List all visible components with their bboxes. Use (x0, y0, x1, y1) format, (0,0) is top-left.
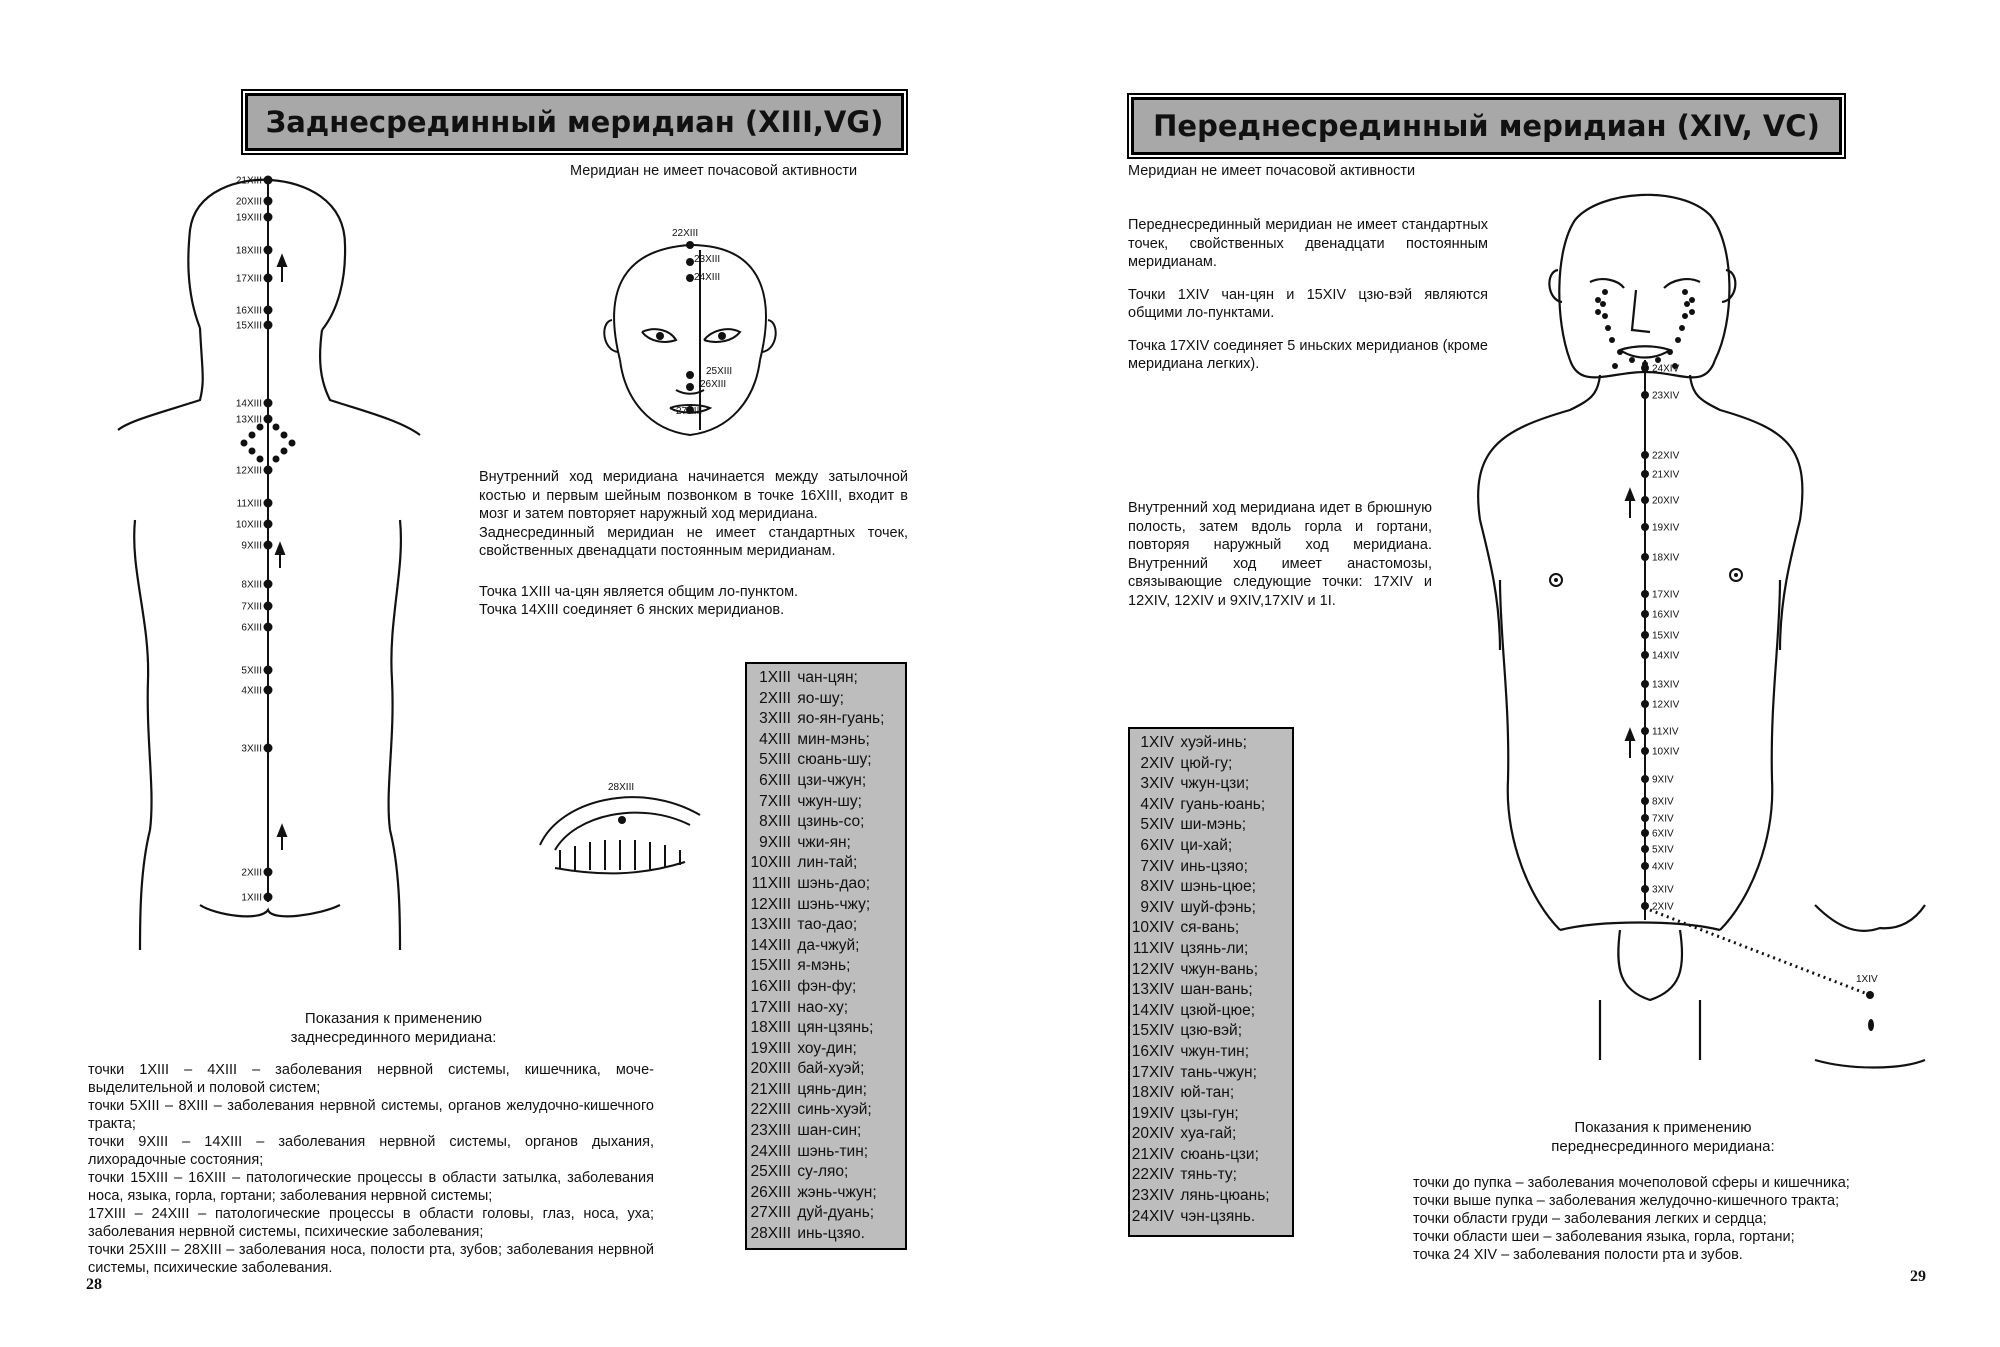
point-name: мин-мэнь; (797, 730, 870, 748)
point-label-9XIII: 9XIII (241, 540, 262, 552)
point-label-10XIV: 10XIV (1652, 746, 1680, 758)
point-name: чжун-вань; (1180, 960, 1259, 978)
point-label-18XIV: 18XIV (1652, 552, 1680, 564)
point-code: 19XIV (1131, 1104, 1174, 1122)
point-code: 28XIII (750, 1225, 791, 1243)
point-name: чжун-тин; (1180, 1042, 1250, 1060)
point-code: 10XIII (750, 854, 791, 872)
right-subtitle: Меридиан не имеет почасовой активности (1128, 163, 1416, 179)
point-entry-20XIV (1130, 1124, 1292, 1145)
point-label-8XIV: 8XIV (1652, 796, 1674, 808)
indication-item: 17XIII – 24XIII – патологические процессы в области головы, глаз, носа, уха; заболевания нервной системы, психические заболевания; (88, 1206, 654, 1240)
point-code: 16XIV (1131, 1042, 1174, 1060)
point-name: дуй-дуань; (797, 1204, 875, 1222)
point-name: инь-цзяо. (797, 1225, 865, 1243)
point-dot-7XIV (1641, 814, 1649, 822)
point-label-18XIII: 18XIII (235, 245, 262, 257)
point-name: яо-шу; (797, 689, 844, 707)
point-code: 24XIV (1131, 1207, 1174, 1225)
point-name: цзинь-со; (797, 813, 865, 831)
point-code: 10XIV (1131, 919, 1174, 937)
point-code: 6XIII (759, 771, 791, 789)
point-code: 19XIII (750, 1039, 791, 1057)
point-name: юй-тан; (1180, 1084, 1235, 1102)
point-entry-21XIV (1130, 1145, 1292, 1166)
point-entry-10XIV (1130, 918, 1292, 939)
point-name: лин-тай; (797, 854, 858, 872)
point-label-2XIII: 2XIII (241, 867, 262, 879)
point-name: чжун-шу; (797, 792, 862, 810)
point-label-20XIII: 20XIII (235, 196, 262, 208)
point-dot-16XIV (1641, 610, 1649, 618)
point-code: 2XIII (759, 689, 791, 707)
point-code: 13XIV (1131, 981, 1174, 999)
point-dot-2XIV (1641, 902, 1649, 910)
point-entry-23XIV (1130, 1186, 1292, 1207)
point-name: ци-хай; (1180, 836, 1233, 854)
point-code: 4XIV (1140, 795, 1174, 813)
point-label-24XIV: 24XIV (1652, 363, 1680, 375)
point-name: тао-дао; (797, 916, 858, 934)
point-dot-15XIV (1641, 631, 1649, 639)
point-name: да-чжуй; (797, 936, 860, 954)
point-dot-6XIV (1641, 829, 1649, 837)
point-name: гуань-юань; (1180, 795, 1266, 813)
point-code: 11XIII (751, 874, 791, 892)
point-label-13XIV: 13XIV (1652, 679, 1680, 691)
point-dot-13XIV (1641, 680, 1649, 688)
point-code: 22XIII (750, 1101, 791, 1119)
point-label-14XIV: 14XIV (1652, 650, 1680, 662)
point-dot-18XIV (1641, 553, 1649, 561)
point-code: 18XIV (1131, 1084, 1174, 1102)
point-label-23XIV: 23XIV (1652, 390, 1680, 402)
point-name: шан-вань; (1180, 981, 1253, 999)
point-name: цюй-гу; (1180, 754, 1233, 772)
point-dot-20XIV (1641, 496, 1649, 504)
point-label-5XIII: 5XIII (241, 665, 262, 677)
point-dot-4XIV (1641, 862, 1649, 870)
right-title: Переднесрединный меридиан (XIV, VC) (1131, 97, 1842, 155)
point-name: синь-хуэй; (797, 1101, 872, 1119)
head-point-label-26XIII: 26XIII (700, 379, 727, 390)
point-label-15XIV: 15XIV (1652, 630, 1680, 642)
point-label-16XIII: 16XIII (235, 305, 262, 317)
indication-item: точки 15XIII – 16XIII – патологические процессы в области затылка, заболевания носа, языка, горла, гортани; заболевания нервной системы; (88, 1170, 654, 1204)
point-dot-22XIV (1641, 451, 1649, 459)
point-dot-11XIV (1641, 727, 1649, 735)
point-label-4XIV: 4XIV (1652, 861, 1674, 873)
point-name: чан-цян; (797, 669, 858, 686)
point-code: 21XIV (1131, 1145, 1174, 1163)
point-name: жэнь-чжун; (797, 1183, 877, 1201)
point-label-7XIV: 7XIV (1652, 813, 1674, 825)
point-code: 6XIV (1140, 836, 1174, 854)
point-code: 7XIII (759, 792, 791, 810)
point-name: цянь-дин; (797, 1080, 867, 1098)
point-code: 8XIII (759, 813, 791, 831)
head-point-label-25XIII: 25XIII (706, 366, 733, 377)
point-code: 7XIV (1140, 857, 1174, 875)
point-label-4XIII: 4XIII (241, 685, 262, 697)
point-code: 3XIV (1140, 775, 1174, 793)
point-code: 12XIII (750, 895, 791, 913)
point-code: 23XIV (1131, 1187, 1174, 1205)
teeth-point-label: 28XIII (608, 782, 635, 793)
point-entry-17XIV (1130, 1063, 1292, 1084)
point-dot-17XIV (1641, 590, 1649, 598)
point-label-17XIII: 17XIII (235, 273, 262, 285)
point-label-7XIII: 7XIII (241, 601, 262, 613)
indication-item: точки 1XIII – 4XIII – заболевания нервной системы, кишечника, моче-выделительной и половой систем; (88, 1062, 654, 1096)
point-name: сюань-цзи; (1180, 1145, 1259, 1163)
point-entry-3XIV (1130, 774, 1292, 795)
left-title: Заднесрединный меридиан (XIII,VG) (245, 93, 904, 151)
point-name: шэнь-тин; (797, 1142, 869, 1160)
point-label-11XIV: 11XIV (1652, 726, 1679, 738)
point-code: 5XIII (759, 751, 791, 769)
indication-item: точки области шеи – заболевания языка, горла, гортани; (1413, 1229, 1795, 1245)
point-code: 2XIV (1140, 754, 1174, 772)
point-label-3XIII: 3XIII (241, 743, 262, 755)
point-name: цзянь-ли; (1180, 939, 1249, 957)
point-code: 17XIII (750, 998, 791, 1016)
point-entry-12XIV (1130, 960, 1292, 981)
point-dot-23XIV (1641, 391, 1649, 399)
point-entry-11XIV (1130, 939, 1292, 960)
right-page-number: 29 (1910, 1268, 1926, 1285)
point-code: 22XIV (1131, 1166, 1174, 1184)
point-name: цян-цзянь; (797, 1019, 874, 1037)
point-code: 26XIII (750, 1183, 791, 1201)
point-name: цзи-чжун; (797, 771, 867, 789)
point-name: чэн-цзянь. (1180, 1207, 1256, 1225)
point-code: 9XIII (759, 833, 791, 851)
point-dot-12XIV (1641, 700, 1649, 708)
point-name: цзюй-цюе; (1180, 1001, 1255, 1019)
point-name: я-мэнь; (797, 957, 851, 975)
point-code: 20XIII (750, 1060, 791, 1078)
point-dot-8XIV (1641, 797, 1649, 805)
point-entry-14XIV (1130, 1001, 1292, 1022)
point-name: чжун-цзи; (1180, 775, 1250, 793)
point-label-22XIV: 22XIV (1652, 450, 1680, 462)
point-code: 14XIV (1131, 1001, 1174, 1019)
point-dot-24XIV (1641, 364, 1649, 372)
head-point-label-23XIII: 23XIII (694, 254, 721, 265)
point-code: 1XIII (759, 669, 791, 686)
point-entry-4XIV (1130, 795, 1292, 816)
point-label-10XIII: 10XIII (235, 519, 262, 531)
point-entry-5XIV (1130, 815, 1292, 836)
point-code: 3XIII (759, 710, 791, 728)
point-code: 25XIII (750, 1163, 791, 1181)
point-label-16XIV: 16XIV (1652, 609, 1680, 621)
point-code: 14XIII (750, 936, 791, 954)
point-name: нао-ху; (797, 998, 849, 1016)
point-label-3XIV: 3XIV (1652, 884, 1674, 896)
point-entry-9XIV (1130, 898, 1292, 919)
point-name: цзы-гун; (1180, 1104, 1239, 1122)
point-dot-21XIV (1641, 470, 1649, 478)
indication-item: точка 24 XIV – заболевания полости рта и зубов. (1413, 1247, 1743, 1263)
point-label-1XIV: 1XIV (1856, 974, 1878, 985)
point-entry-8XIV (1130, 877, 1292, 898)
point-name: бай-хуэй; (797, 1060, 865, 1078)
point-code: 8XIV (1140, 878, 1174, 896)
point-code: 15XIII (750, 957, 791, 975)
point-label-11XIII: 11XIII (236, 498, 262, 510)
point-name: шэнь-дао; (797, 874, 871, 892)
point-label-12XIII: 12XIII (235, 465, 262, 477)
head-point-label-22XIII: 22XIII (672, 228, 699, 239)
point-code: 23XIII (750, 1122, 791, 1140)
point-dot-9XIV (1641, 775, 1649, 783)
point-code: 16XIII (750, 977, 791, 995)
point-label-21XIII: 21XIII (235, 175, 262, 187)
point-label-9XIV: 9XIV (1652, 774, 1674, 786)
head-point-label-27XIII: 27XIII (676, 406, 703, 417)
left-page-number: 28 (86, 1276, 102, 1293)
point-label-20XIV: 20XIV (1652, 495, 1680, 507)
indication-item: точки 25XIII – 28XIII – заболевания носа, полости рта, зубов; заболевания нервной системы, психические заболевания. (88, 1242, 654, 1276)
point-code: 20XIV (1131, 1125, 1174, 1143)
point-label-14XIII: 14XIII (235, 398, 262, 410)
point-dot-14XIV (1641, 651, 1649, 659)
point-name: су-ляо; (797, 1163, 849, 1181)
head-point-label-24XIII: 24XIII (694, 272, 721, 283)
point-name: лянь-цюань; (1180, 1187, 1270, 1205)
point-code: 15XIV (1131, 1022, 1174, 1040)
point-label-5XIV: 5XIV (1652, 844, 1674, 856)
point-entry-22XIV (1130, 1165, 1292, 1186)
indication-item: точки области груди – заболевания легких и сердца; (1413, 1211, 1767, 1227)
point-name: шэнь-чжу; (797, 895, 871, 913)
point-name: тянь-ту; (1180, 1166, 1237, 1184)
point-name: сюань-шу; (797, 751, 872, 769)
point-code: 17XIV (1131, 1063, 1174, 1081)
point-entry-2XIV (1130, 754, 1292, 775)
point-label-15XIII: 15XIII (235, 320, 262, 332)
point-code: 9XIV (1140, 898, 1174, 916)
point-label-21XIV: 21XIV (1652, 469, 1680, 481)
point-code: 4XIII (759, 730, 791, 748)
point-name: шан-син; (797, 1122, 862, 1140)
point-label-13XIII: 13XIII (235, 414, 262, 426)
point-dot-10XIV (1641, 747, 1649, 755)
point-code: 24XIII (750, 1142, 791, 1160)
point-label-12XIV: 12XIV (1652, 699, 1680, 711)
point-entry-15XIV (1130, 1021, 1292, 1042)
point-entry-6XIV (1130, 836, 1292, 857)
point-name: чжи-ян; (797, 833, 851, 851)
point-entry-1XIV (1130, 733, 1292, 754)
point-entry-7XIV (1130, 857, 1292, 878)
point-label-8XIII: 8XIII (241, 579, 262, 591)
right-indications: Показания к применению переднесрединного меридиана: точки до пупка – заболевания мочеполовой сферы и кишечника; точки выше пупка – заболевания желудочно-кишечного тракта; точки области груди – заболевания легких и сердца; точки области шеи – заболевания языка, горла, гортани; точка 24 XIV – заболевания полости рта и зубов. (1413, 1118, 1913, 1264)
point-name: тань-чжун; (1180, 1063, 1257, 1081)
point-name: цзю-вэй; (1180, 1022, 1243, 1040)
point-entry-24XIV (1130, 1207, 1292, 1228)
point-label-6XIII: 6XIII (241, 622, 262, 634)
point-code: 13XIII (750, 916, 791, 934)
point-dot-19XIV (1641, 523, 1649, 531)
left-subtitle: Меридиан не имеет почасовой активности (570, 163, 858, 179)
point-label-2XIV: 2XIV (1652, 901, 1674, 913)
point-entry-13XIV (1130, 980, 1292, 1001)
right-description: Внутренний ход меридиана идет в брюшную полость, затем вдоль горла и гортани, повторяя наружный ход меридиана. Внутренний ход имеет анастомозы, связывающие следующие точки: 17XIV и 12XIV, 12XIV и 9XIV,17XIV и 1I. (1128, 500, 1432, 609)
point-label-17XIV: 17XIV (1652, 589, 1680, 601)
point-code: 12XIV (1131, 960, 1174, 978)
right-intro: Переднесрединный меридиан не имеет стандартных точек, свойственных двенадцати постоянным меридианам. Точки 1XIV чан-цян и 15XIV цзю-вэй являются общими ло-пунктами. Точка 17XIV соединяет 5 иньских меридианов (кроме меридиана легких). (1128, 217, 1488, 372)
point-name: хоу-дин; (797, 1039, 857, 1057)
point-label-19XIII: 19XIII (235, 212, 262, 224)
point-code: 21XIII (750, 1080, 791, 1098)
indication-item: точки до пупка – заболевания мочеполовой сферы и кишечника; (1413, 1175, 1850, 1191)
point-label-6XIV: 6XIV (1652, 828, 1674, 840)
point-dot-3XIV (1641, 885, 1649, 893)
point-dot-5XIV (1641, 845, 1649, 853)
point-name: ши-мэнь; (1180, 816, 1247, 834)
left-description: Внутренний ход меридиана начинается между затылочной костью и первым шейным позвонком в точке 16XIII, входит в мозг и затем повторяет наружный ход меридиана. Заднесрединный меридиан не имеет стандартных точек, свойственных двенадцати постоянным меридианам. Точка 1XIII ча-цян является общим ло-пунктом. Точка 14XIII соединяет 6 янских меридианов. (479, 469, 908, 618)
point-name: яо-ян-гуань; (797, 710, 885, 728)
point-name: хуэй-инь; (1180, 734, 1247, 751)
point-code: 18XIII (750, 1019, 791, 1037)
point-code: 27XIII (750, 1204, 791, 1222)
point-name: инь-цзяо; (1180, 857, 1248, 875)
left-indications: Показания к применению заднесрединного меридиана: точки 1XIII – 4XIII – заболевания нервной системы, кишечника, моче-выделительной и половой систем; точки 5XIII – 8XIII – заболевания нервной системы, органов желудочно-кишечного тракта; точки 9XIII – 14XIII – заболевания нервной системы, органов дыхания, лихорадочные состояния; точки 15XIII – 16XIII – патологические процессы в области затылка, заболевания носа, языка, горла, гортани; заболевания нервной системы; 17XIII – 24XIII – патологические процессы в области головы, глаз, носа, уха; заболевания нервной системы, психические заболевания; точки 25XIII – 28XIII – заболевания носа, полости рта, зубов; заболевания нервной системы, психические заболевания. (88, 1010, 654, 1276)
point-entry-18XIV (1130, 1083, 1292, 1104)
point-code: 1XIV (1140, 734, 1174, 751)
indication-item: точки 5XIII – 8XIII – заболевания нервной системы, органов желудочно-кишечного тракта; (88, 1098, 654, 1132)
point-name: ся-вань; (1180, 919, 1240, 937)
indication-item: точки выше пупка – заболевания желудочно-кишечного тракта; (1413, 1193, 1840, 1209)
point-name: фэн-фу; (797, 977, 857, 995)
point-label-1XIII: 1XIII (241, 892, 262, 904)
point-code: 11XIV (1132, 939, 1174, 957)
point-name: шэнь-цюе; (1180, 878, 1256, 896)
point-entry-19XIV (1130, 1104, 1292, 1125)
point-entry-16XIV (1130, 1042, 1292, 1063)
indication-item: точки 9XIII – 14XIII – заболевания нервной системы, органов дыхания, лихорадочные состояния; (88, 1134, 654, 1168)
point-code: 5XIV (1140, 816, 1174, 834)
point-name: шуй-фэнь; (1180, 898, 1256, 916)
right-points-list (1128, 727, 1294, 1237)
point-label-19XIV: 19XIV (1652, 522, 1680, 534)
point-name: хуа-гай; (1180, 1125, 1237, 1143)
